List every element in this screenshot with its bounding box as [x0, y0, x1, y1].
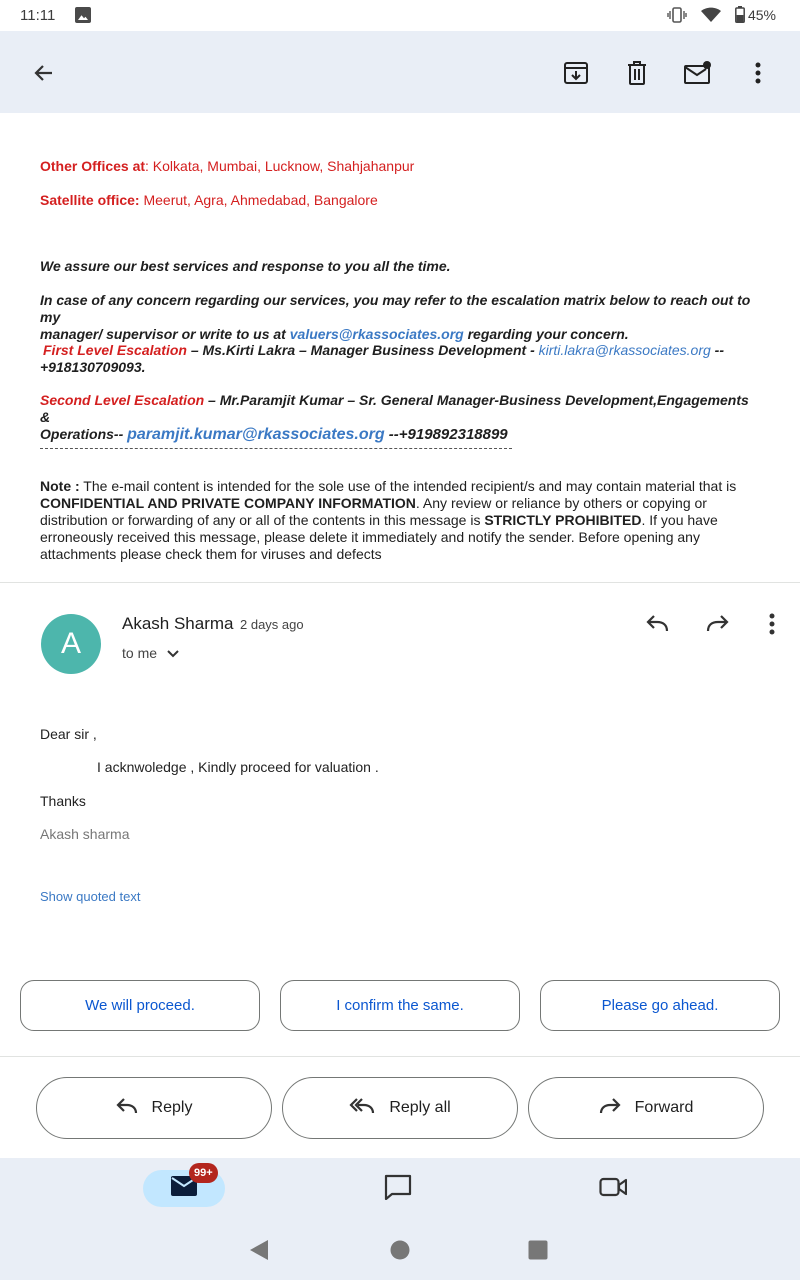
forward-icon: [599, 1097, 621, 1120]
nav-meet[interactable]: [593, 1172, 633, 1206]
confidentiality-note: Note : The e-mail content is intended for the sole use of the intended recipient/s and may contain material that is CONFIDENTIAL AND PRIVATE COMPANY INFORMATION. Any review or reliance by others or copying or distribution or forwarding of any or all of the contents in this message is STRICTLY PROHIBITED. If you have erroneously received this message, please delete it immediately and notify the sender. Before opening any attachments please check them for viruses and defects: [40, 478, 737, 562]
dashed-separator: [40, 448, 512, 449]
system-recents-icon[interactable]: [526, 1238, 550, 1262]
reply-all-icon: [349, 1097, 375, 1120]
recipient-details-toggle[interactable]: [122, 645, 179, 661]
mark-unread-icon[interactable]: [678, 53, 718, 93]
kirti-email-link[interactable]: kirti.lakra@rkassociates.org: [538, 342, 711, 358]
greeting: Dear sir ,: [40, 726, 97, 742]
satellite-office-line: [40, 192, 378, 209]
archive-icon[interactable]: [556, 53, 596, 93]
concern-paragraph: In case of any concern regarding our services, you may refer to the escalation matrix below to reach out to my manager/ supervisor or write to us at valuers@rkassociates.org regarding your concern.: [40, 292, 751, 342]
back-arrow-icon[interactable]: [24, 53, 64, 93]
chevron-down-icon: [167, 645, 179, 661]
reply-icon[interactable]: [637, 604, 677, 644]
sender-name: Akash Sharma: [122, 614, 234, 633]
message-more-icon[interactable]: [752, 604, 792, 644]
battery-percent: 45%: [747, 6, 776, 23]
system-home-icon[interactable]: [388, 1238, 412, 1262]
other-offices-line: [40, 158, 414, 175]
second-escalation: Second Level Escalation – Mr.Paramjit Kumar – Sr. General Manager-Business Development,Engagements & Operations-- paramjit.kumar@rkassociates.org --+919892318899: [40, 392, 749, 443]
reply-button[interactable]: [36, 1077, 272, 1139]
paramjit-email-link[interactable]: paramjit.kumar@rkassociates.org: [127, 426, 385, 443]
status-bar: [0, 0, 800, 31]
wifi-icon: [701, 7, 721, 23]
assurance-text: We assure our best services and response to you all the time.: [40, 258, 451, 274]
satellite-office-value: Meerut, Agra, Ahmedabad, Bangalore: [139, 192, 378, 208]
top-app-bar: [0, 31, 800, 113]
chat-icon: [384, 1174, 412, 1205]
vibrate-icon: [667, 7, 687, 23]
show-quoted-text-link[interactable]: Show quoted text: [40, 889, 141, 904]
status-time: 11:11: [20, 7, 56, 24]
smart-reply-1[interactable]: We will proceed.: [20, 980, 260, 1031]
delete-icon[interactable]: [617, 53, 657, 93]
forward-icon[interactable]: [698, 604, 738, 644]
message-time: 2 days ago: [240, 617, 304, 632]
avatar[interactable]: A: [41, 614, 101, 674]
battery-icon: [735, 6, 745, 23]
valuers-email-link[interactable]: valuers@rkassociates.org: [289, 326, 464, 342]
first-escalation-label: First Level Escalation: [43, 342, 187, 358]
satellite-office-label: Satellite office:: [40, 192, 140, 208]
image-notification-icon: [75, 7, 91, 23]
other-offices-value: : Kolkata, Mumbai, Lucknow, Shahjahanpur: [145, 158, 415, 174]
actions-divider: [0, 1056, 800, 1057]
bottom-navigation: [0, 1158, 800, 1280]
smart-reply-2[interactable]: I confirm the same.: [280, 980, 520, 1031]
forward-label: Forward: [634, 1099, 694, 1116]
other-offices-label: Other Offices at: [40, 158, 146, 174]
reply-all-button[interactable]: [282, 1077, 518, 1139]
video-camera-icon: [599, 1177, 627, 1202]
mail-unread-badge: 99+: [189, 1163, 218, 1183]
sender-signoff: Akash sharma: [40, 826, 130, 842]
thanks-text: Thanks: [40, 793, 86, 809]
more-vert-icon[interactable]: [738, 53, 778, 93]
recipient-label: to me: [122, 645, 158, 661]
nav-chat[interactable]: [378, 1172, 418, 1206]
first-escalation: First Level Escalation – Ms.Kirti Lakra – Manager Business Development - kirti.lakra@rkassociates.org -- +918130709093.: [40, 342, 724, 375]
second-escalation-label: Second Level Escalation: [40, 392, 205, 408]
smart-reply-3[interactable]: Please go ahead.: [540, 980, 780, 1031]
message-body: I acknwoledge , Kindly proceed for valuation .: [97, 759, 379, 775]
forward-button[interactable]: [528, 1077, 764, 1139]
message-divider: [0, 582, 800, 583]
system-back-icon[interactable]: [247, 1238, 271, 1262]
reply-label: Reply: [151, 1099, 193, 1116]
reply-icon: [116, 1097, 138, 1120]
reply-all-label: Reply all: [389, 1099, 451, 1116]
